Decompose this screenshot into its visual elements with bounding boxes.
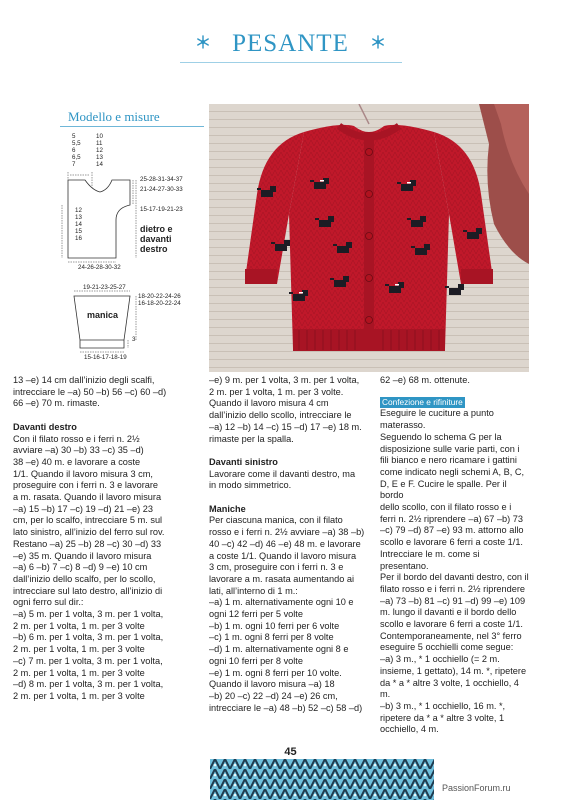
text-line: intrecciare le –a) 48 –b) 52 –c) 58 –d) — [209, 702, 363, 713]
text-line: Con il filato rosso e i ferri n. 2½ — [13, 433, 140, 444]
size-label: 15 — [75, 228, 82, 235]
text-line: 1/1. Quando il lavoro misura 3 cm, — [13, 468, 153, 479]
text-line: Quando il lavoro misura –a) 18 — [209, 679, 335, 690]
text-column-1 — [13, 375, 203, 703]
text-line: –c) 1 m. ogni 8 ferri per 8 volte — [209, 632, 334, 643]
size-label: 5 — [72, 133, 76, 140]
measure-label: 18-20-22-24-26 — [138, 293, 181, 300]
text-line: rimaste per la spalla. — [209, 433, 294, 444]
text-line: ferri n. 2½ riprendere –a) 67 –b) 73 — [380, 513, 523, 524]
measure-label: 15-17-19-21-23 — [140, 206, 183, 213]
text-line: come indicato negli schemi A, B, C, — [380, 466, 525, 477]
text-line: m. lungo il davanti e il bordo dello — [380, 607, 517, 618]
text-line: proseguire con i ferri n. 3 e lavorare — [13, 480, 159, 491]
text-line: 62 –e) 68 m. ottenute. — [380, 375, 470, 385]
measure-label: 24-26-28-30-32 — [78, 264, 121, 271]
text-line: ogni 10 ferri per 8 volte — [209, 655, 303, 666]
knit-swatch-image — [210, 759, 434, 800]
size-label: 12 — [96, 147, 103, 154]
text-line: –e) 1 m. ogni 8 ferri per 10 volte. — [209, 667, 342, 678]
text-line: Contemporaneamente, nel 3° ferro — [380, 630, 522, 641]
text-line: 13 –e) 14 cm dall’inizio degli scalfi, — [13, 375, 155, 385]
text-line: –e) 35 m. Quando il lavoro misura — [13, 550, 152, 561]
measure-label: 16-18-20-22-24 — [138, 300, 181, 307]
text-line: Quando il lavoro misura 4 cm — [209, 398, 329, 409]
text-line: –a) 12 –b) 14 –c) 15 –d) 17 –e) 18 m. — [209, 421, 362, 432]
text-line: –d) 1 m. alternativamente ogni 8 e — [209, 644, 349, 655]
text-line: scollo e lavorare 6 ferri a coste 1/1. — [380, 619, 523, 630]
measure-label: 25-28-31-34-37 — [140, 176, 183, 183]
section-heading-badge: Confezione e rifiniture — [382, 396, 463, 407]
header-divider — [180, 62, 402, 63]
size-label: 11 — [96, 140, 103, 147]
text-line: Per ciascuna manica, con il filato — [209, 515, 343, 526]
text-line: –d) 8 m. per 1 volta, 3 m. per 1 volta, — [13, 679, 164, 690]
text-line: insieme, 1 gettato), 14 m. *, ripetere — [380, 665, 527, 676]
text-line: lato sinistro, all’inizio del ferro sul rov. — [13, 527, 165, 538]
text-line: intrecciare le –a) 50 –b) 56 –c) 60 –d) — [13, 386, 167, 397]
text-line: dello scollo, con il filato rosso e i — [380, 502, 512, 513]
text-line: fili bianco e nero ricamare i gattini — [380, 455, 517, 466]
text-line: –a) 6 –b) 7 –c) 8 –d) 9 –e) 10 cm — [13, 562, 148, 573]
page-number: 45 — [284, 746, 297, 758]
snowflake-icon — [371, 35, 385, 49]
text-column-3 — [380, 375, 530, 736]
size-label: 5,5 — [72, 140, 81, 147]
text-line: –a) 15 –b) 17 –c) 19 –d) 21 –e) 23 — [13, 503, 153, 514]
size-label: 14 — [96, 161, 103, 168]
measurement-diagram — [0, 0, 210, 375]
text-line: dall’inizio dello scalfo, per lo scollo, — [13, 573, 156, 584]
size-label: 6,5 — [72, 154, 81, 161]
size-label: 10 — [96, 133, 103, 140]
text-line: 66 –e) 70 m. rimaste. — [13, 398, 100, 409]
text-line: ogni 12 ferri per 5 volte — [209, 609, 303, 620]
text-line: –b) 1 m. ogni 10 ferri per 6 volte — [209, 620, 340, 631]
piece-label: manica — [87, 310, 119, 320]
text-line: –a) 73 –b) 81 –c) 91 –d) 99 –e) 109 — [380, 595, 526, 606]
text-line: –a) 5 m. per 1 volta, 3 m. per 1 volta, — [13, 609, 164, 620]
subheading: Davanti sinistro — [209, 456, 278, 467]
text-line: Per il bordo del davanti destro, con il — [380, 572, 529, 583]
text-line: eseguire 5 occhielli come segue: — [380, 642, 514, 653]
size-label: 13 — [75, 214, 82, 221]
text-line: –b) 3 m., * 1 occhiello, 16 m. *, — [380, 700, 506, 711]
text-line: D, E e F. Cucire le spalle. Per il bordo — [380, 478, 507, 501]
text-line: 2 m. per 1 volta, 1 m. per 3 volte. — [209, 386, 344, 397]
size-label: 16 — [75, 235, 82, 242]
text-line: –a) 3 m., * 1 occhiello (= 2 m. — [380, 654, 500, 665]
text-line: m. — [380, 689, 391, 700]
subheading: Davanti destro — [13, 421, 77, 432]
text-line: lavorare a m. rasata aumentando ai — [209, 573, 355, 584]
text-line: filato rosso e i ferri n. 2½ riprendere — [380, 583, 526, 594]
sweater-photo — [209, 104, 529, 372]
text-line: a coste 1/1. Quando il lavoro misura — [209, 550, 357, 561]
text-line: lati, all’interno di 1 m.: — [209, 585, 298, 596]
text-line: 3 cm, proseguire con i ferri n. 3 e — [209, 562, 344, 573]
piece-label: dietro e davanti destro — [140, 224, 173, 254]
text-line: –c) 79 –d) 87 –e) 93 m. attorno allo — [380, 525, 524, 536]
size-label: 14 — [75, 221, 82, 228]
measure-label: 3 — [132, 336, 136, 343]
text-line: a m. rasata. Quando il lavoro misura — [13, 492, 162, 503]
text-line: dall’inizio dello scollo, intrecciare le — [209, 410, 352, 421]
text-line: 2 m. per 1 volta, 1 m. per 3 volte — [13, 690, 145, 701]
text-line: –c) 7 m. per 1 volta, 3 m. per 1 volta, — [13, 655, 163, 666]
text-line: 2 m. per 1 volta, 1 m. per 3 volte — [13, 644, 145, 655]
text-line: 38 –e) 40 m. e lavorare a coste — [13, 456, 141, 467]
text-line: materasso. — [380, 420, 426, 431]
measure-label: 21-24-27-30-33 — [140, 186, 183, 193]
text-line: cm, per lo scalfo, intrecciare 5 m. sul — [13, 515, 163, 526]
text-line: ripetere da * a * altre 3 volte, 1 — [380, 712, 505, 723]
text-line: Restano –a) 25 –b) 28 –c) 30 –d) 33 — [13, 538, 162, 549]
text-line: –e) 9 m. per 1 volta, 3 m. per 1 volta, — [209, 375, 360, 385]
text-line: occhiello, 4 m. — [380, 724, 439, 735]
text-line: intrecciare sul lato destro, all’inizio di — [13, 585, 163, 596]
text-column-2 — [209, 375, 374, 714]
size-label: 12 — [75, 207, 82, 214]
text-line: avviare –a) 30 –b) 33 –c) 35 –d) — [13, 445, 144, 456]
text-line: –a) 1 m. alternativamente ogni 10 e — [209, 597, 354, 608]
size-label: 13 — [96, 154, 103, 161]
text-line: in modo simmetrico. — [209, 480, 292, 491]
measure-label: 19-21-23-25-27 — [83, 284, 126, 291]
text-line: 2 m. per 1 volta, 1 m. per 3 volte — [13, 620, 145, 631]
page-title: PESANTE — [232, 30, 349, 57]
text-line: 2 m. per 1 volta, 1 m. per 3 volte — [13, 667, 145, 678]
size-label: 7 — [72, 161, 76, 168]
text-line: Lavorare come il davanti destro, ma — [209, 468, 356, 479]
subheading: Maniche — [209, 503, 246, 514]
measure-label: 15-16-17-18-19 — [84, 354, 127, 361]
section-title: Modello e misure — [68, 109, 160, 124]
text-line: Eseguire le cuciture a punto — [380, 408, 494, 419]
text-line: rosso e i ferri n. 2½ avviare –a) 38 –b) — [209, 527, 365, 538]
text-line: da * a * altre 3 volte, 1 occhiello, 4 — [380, 677, 519, 688]
text-line: 40 –c) 42 –d) 46 –e) 48 m. e lavorare — [209, 538, 361, 549]
text-line: ogni ferro sul dir.: — [13, 597, 84, 608]
size-label: 6 — [72, 147, 76, 154]
text-line: Seguendo lo schema G per la — [380, 431, 502, 442]
text-line: Intrecciare le m. come si presentano. — [380, 548, 480, 571]
watermark: PassionForum.ru — [442, 783, 511, 793]
text-line: –b) 6 m. per 1 volta, 3 m. per 1 volta, — [13, 632, 164, 643]
text-line: –b) 20 –c) 22 –d) 24 –e) 26 cm, — [209, 690, 338, 701]
text-line: disposizione sulle varie parti, con i — [380, 443, 520, 454]
text-line: scollo e lavorare 6 ferri a coste 1/1. — [380, 537, 523, 548]
